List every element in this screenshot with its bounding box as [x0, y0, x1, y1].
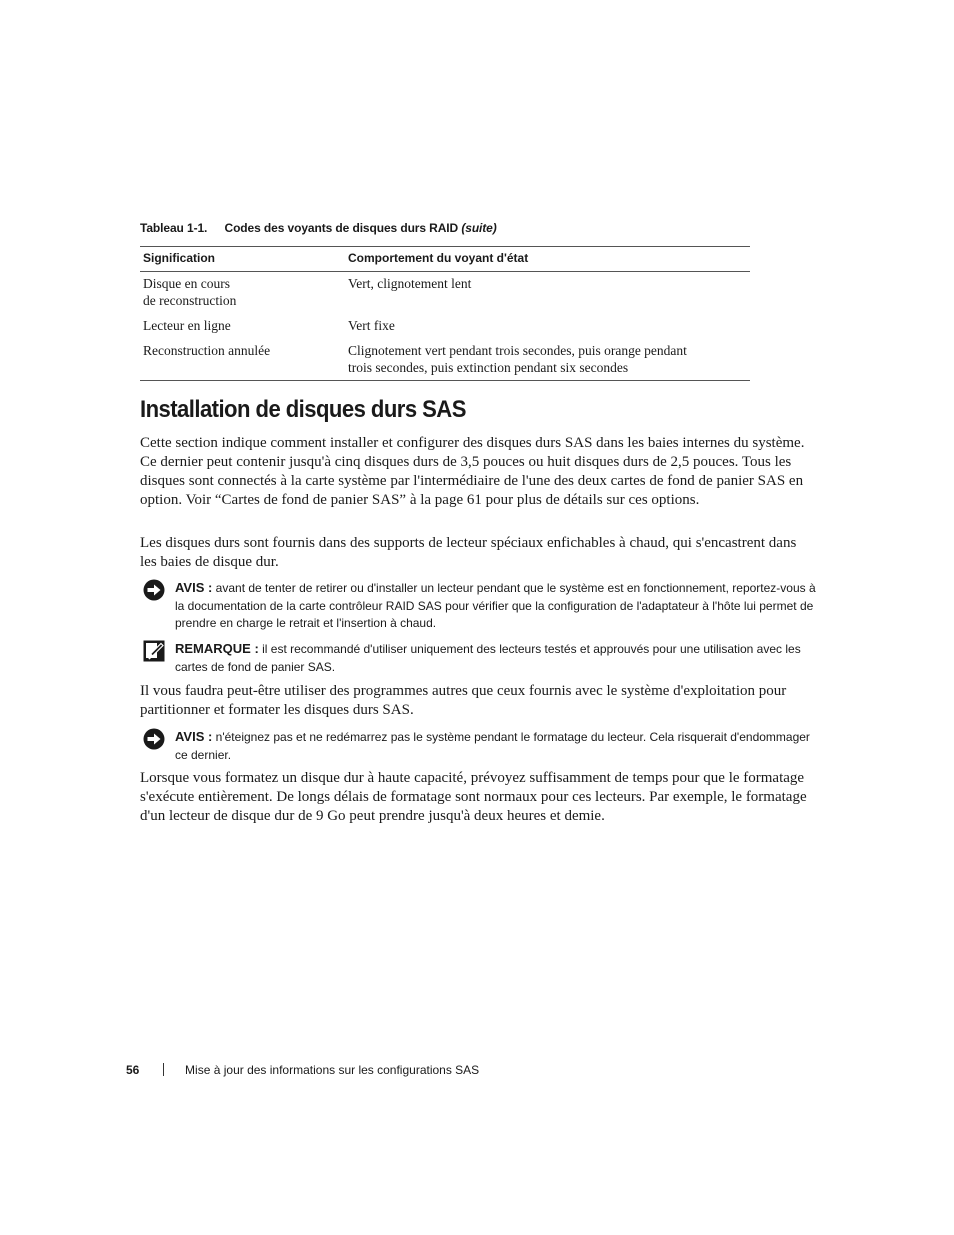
table-cell-behavior: Vert, clignotement lent — [348, 276, 472, 291]
table-caption-title: Codes des voyants de disques durs RAID — [224, 221, 459, 235]
notice-arrow-icon — [143, 579, 165, 601]
table-caption-number: Tableau 1-1. — [140, 221, 208, 235]
table-row — [140, 339, 750, 381]
remark-text — [175, 640, 816, 676]
notice-arrow-icon — [143, 728, 165, 750]
remark-body: il est recommandé d'utiliser uniquement des lecteurs testés et approuvés pour une utilisation avec les cartes de fond de panier SAS. — [175, 642, 801, 674]
column-header-behavior: Comportement du voyant d'état — [345, 247, 750, 272]
led-codes-table — [140, 246, 750, 381]
table-caption — [140, 221, 497, 235]
notice-label: AVIS : — [175, 580, 213, 595]
cell-line: de reconstruction — [143, 293, 237, 308]
table-cell-meaning: Reconstruction annulée — [140, 339, 345, 381]
notice-text — [175, 579, 816, 633]
remark-label: REMARQUE : — [175, 641, 259, 656]
table-header-row — [140, 247, 750, 272]
notice-do-not-power-off — [140, 728, 816, 764]
paragraph-programs: Il vous faudra peut-être utiliser des programmes autres que ceux fournis avec le système d'exploitation pour partitionner et formater les disques durs SAS. — [140, 683, 787, 718]
notice-hot-swap — [140, 579, 816, 633]
table-caption-suffix: (suite) — [461, 221, 497, 235]
notice-body: avant de tenter de retirer ou d'installer un lecteur pendant que le système est en fonctionnement, reportez-vous à la documentation de la carte contrôleur RAID SAS pour vérifier que la configuration de l'adaptateur à l'hôte lui permet de prendre en charge le retrait et l'insertion à chaud. — [175, 581, 816, 630]
pencil-note-icon — [143, 640, 165, 662]
page-number: 56 — [126, 1063, 140, 1077]
notice-text — [175, 728, 816, 764]
cell-line: Disque en cours — [143, 276, 230, 291]
table-cell-behavior — [345, 339, 750, 381]
table-row — [140, 272, 750, 315]
remark-approved-drives — [140, 640, 816, 676]
running-title: Mise à jour des informations sur les configurations SAS — [185, 1063, 480, 1077]
cell-line: Clignotement vert pendant trois secondes, puis orange pendant — [348, 343, 687, 358]
column-header-meaning: Signification — [140, 247, 345, 272]
notice-label: AVIS : — [175, 729, 213, 744]
table-cell-meaning: Lecteur en ligne — [143, 318, 231, 333]
section-heading: Installation de disques durs SAS — [140, 396, 466, 423]
footer-separator — [163, 1063, 164, 1076]
page-footer — [126, 1063, 479, 1077]
table-row — [140, 314, 750, 339]
paragraph-carriers: Les disques durs sont fournis dans des supports de lecteur spéciaux enfichables à chaud, qui s'encastrent dans les baies de disque dur. — [140, 535, 797, 570]
cell-line: trois secondes, puis extinction pendant six secondes — [348, 360, 629, 375]
table-cell-meaning — [140, 272, 345, 315]
table-cell-behavior: Vert fixe — [348, 318, 395, 333]
paragraph-formatting: Lorsque vous formatez un disque dur à haute capacité, prévoyez suffisamment de temps pour que le formatage s'exécute entièrement. De longs délais de formatage sont normaux pour ces lecteurs. Par exemple, le formatage d'un lecteur de disque dur de 9 Go peut prendre jusqu'à deux heures et demie. — [140, 770, 807, 824]
notice-body: n'éteignez pas et ne redémarrez pas le système pendant le formatage du lecteur. Cela risquerait d'endommager ce dernier. — [175, 730, 810, 762]
paragraph-intro: Cette section indique comment installer et configurer des disques durs SAS dans les baies internes du système. Ce dernier peut contenir jusqu'à cinq disques durs de 3,5 pouces ou huit disques durs de 2,5 pouces. Tous les disques sont connectés à la carte système par l'intermédiaire de l'une des deux cartes de fond de panier SAS en option. Voir “Cartes de fond de panier SAS” à la page 61 pour plus de détails sur ces options. — [140, 435, 805, 508]
